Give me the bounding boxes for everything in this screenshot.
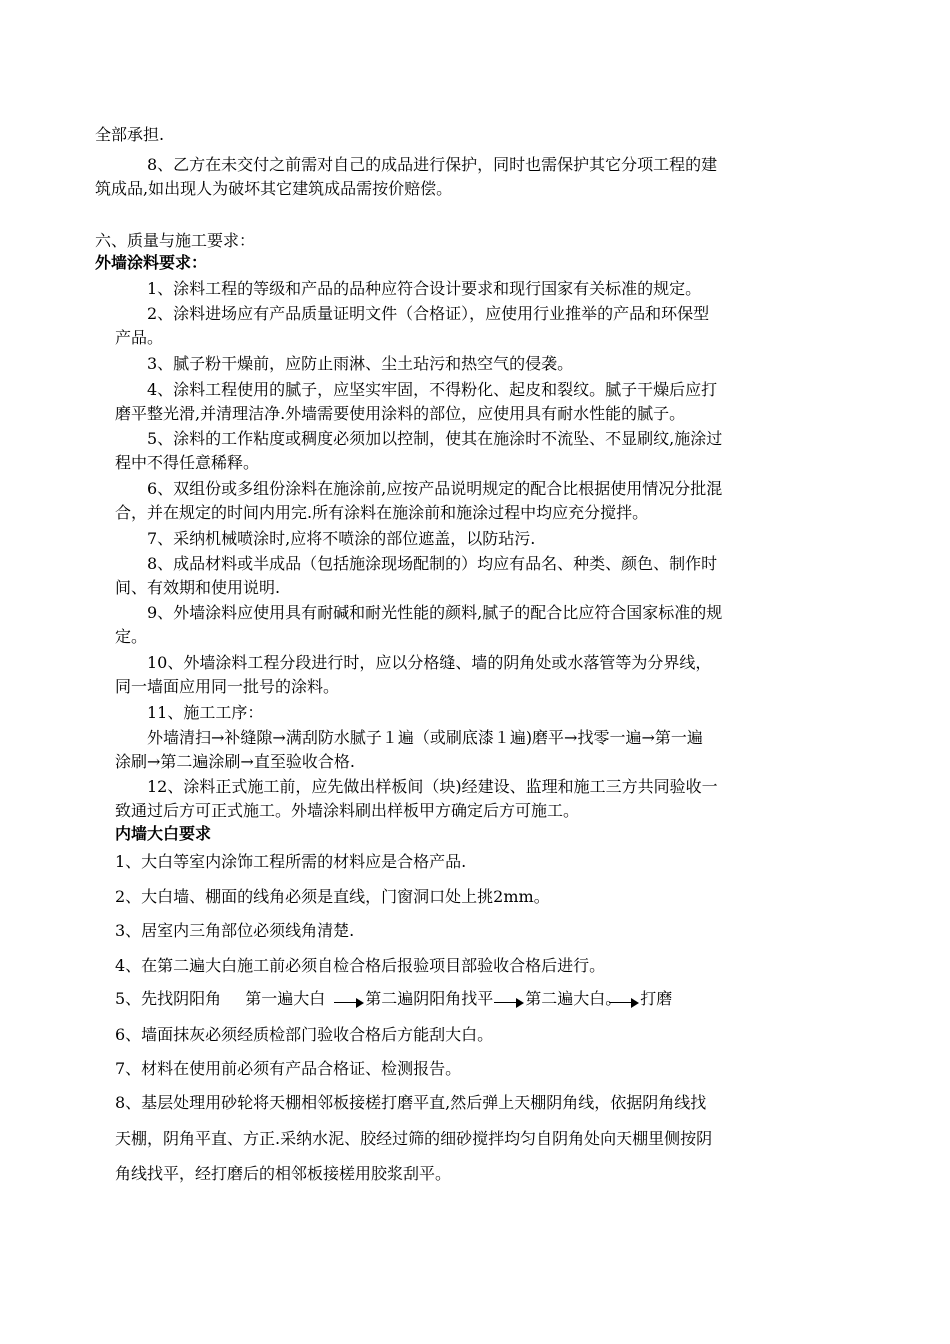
text-line: 6、墙面抹灰必须经质检部门验收合格后方能刮大白。 [115, 1025, 494, 1044]
text-line: 12、涂料正式施工前，应先做出样板间（块)经建设、监理和施工三方共同验收一 [147, 777, 718, 796]
arrow-right-icon [494, 993, 524, 1007]
text-line: 外墙清扫→补缝隙→满刮防水腻子１遍（或刷底漆１遍)磨平→找零一遍→第一遍 [147, 728, 703, 747]
process-steps-line [115, 988, 672, 1010]
text-line: 同一墙面应用同一批号的涂料。 [115, 677, 340, 696]
text-line: 5、涂料的工作粘度或稠度必须加以控制，使其在施涂时不流坠、不显刷纹,施涂过 [147, 429, 723, 448]
text-line: 9、外墙涂料应使用具有耐碱和耐光性能的颜料,腻子的配合比应符合国家标准的规 [147, 603, 723, 622]
text-line: 3、居室内三角部位必须线角清楚. [115, 921, 355, 940]
text-line: 致通过后方可正式施工。外墙涂料刷出样板甲方确定后方可施工。 [115, 801, 580, 820]
text-line: 8、基层处理用砂轮将天棚相邻板接槎打磨平直,然后弹上天棚阴角线，依据阴角线找 [115, 1093, 707, 1112]
text-line: 产品。 [115, 328, 164, 347]
subsection-heading: 外墙涂料要求： [95, 253, 208, 272]
step-text: 第二遍阴阳角找平 [365, 989, 494, 1008]
text-line: 2、大白墙、棚面的线角必须是直线，门窗洞口处上挑2mm。 [115, 887, 550, 906]
text-line: 4、涂料工程使用的腻子，应坚实牢固，不得粉化、起皮和裂纹。腻子干燥后应打 [147, 380, 718, 399]
text-line: 10、外墙涂料工程分段进行时，应以分格缝、墙的阴角处或水落管等为分界线， [147, 653, 712, 672]
step-text: 第二遍大白。 [525, 989, 622, 1008]
text-line: 3、腻子粉干燥前，应防止雨淋、尘土玷污和热空气的侵袭。 [147, 354, 574, 373]
text-line: 7、材料在使用前必须有产品合格证、检测报告。 [115, 1059, 462, 1078]
text-line: 磨平整光滑,并清理洁净.外墙需要使用涂料的部位，应使用具有耐水性能的腻子。 [115, 404, 686, 423]
text-line: 1、涂料工程的等级和产品的品种应符合设计要求和现行国家有关标准的规定。 [147, 279, 702, 298]
text-line: 11、施工工序： [147, 703, 264, 722]
text-line: 1、大白等室内涂饰工程所需的材料应是合格产品. [115, 852, 467, 871]
step-text: 打磨 [640, 989, 673, 1008]
text-line: 7、采纳机械喷涂时,应将不喷涂的部位遮盖，以防玷污. [147, 529, 536, 548]
text-line: 8、乙方在未交付之前需对自己的成品进行保护，同时也需保护其它分项工程的建 [147, 155, 718, 174]
text-line: 4、在第二遍大白施工前必须自检合格后报验项目部验收合格后进行。 [115, 956, 606, 975]
step-text: 5、先找阴阳角 [115, 989, 222, 1008]
step-text: 第一遍大白 [245, 989, 326, 1008]
arrow-right-icon [334, 993, 364, 1007]
text-line: 天棚，阴角平直、方正.采纳水泥、胶经过筛的细砂搅拌均匀自阴角处向天棚里侧按阴 [115, 1129, 713, 1148]
text-line: 6、双组份或多组份涂料在施涂前,应按产品说明规定的配合比根据使用情况分批混 [147, 479, 723, 498]
text-line: 角线找平，经打磨后的相邻板接槎用胶浆刮平。 [115, 1164, 452, 1183]
text-line: 间、有效期和使用说明. [115, 578, 281, 597]
arrow-right-icon [609, 993, 639, 1007]
section-heading: 六、质量与施工要求： [95, 231, 256, 250]
text-line: 8、成品材料或半成品（包括施涂现场配制的）均应有品名、种类、颜色、制作时 [147, 554, 718, 573]
text-line: 程中不得任意稀释。 [115, 453, 260, 472]
subsection-heading: 内墙大白要求 [115, 824, 212, 843]
text-line: 全部承担. [95, 125, 165, 144]
text-line: 合，并在规定的时间内用完.所有涂料在施涂前和施涂过程中均应充分搅拌。 [115, 503, 649, 522]
text-line: 2、涂料进场应有产品质量证明文件（合格证），应使用行业推举的产品和环保型 [147, 304, 710, 323]
text-line: 定。 [115, 627, 148, 646]
text-line: 筑成品,如出现人为破坏其它建筑成品需按价赔偿。 [95, 179, 453, 198]
text-line: 涂刷→第二遍涂刷→直至验收合格. [115, 752, 355, 771]
